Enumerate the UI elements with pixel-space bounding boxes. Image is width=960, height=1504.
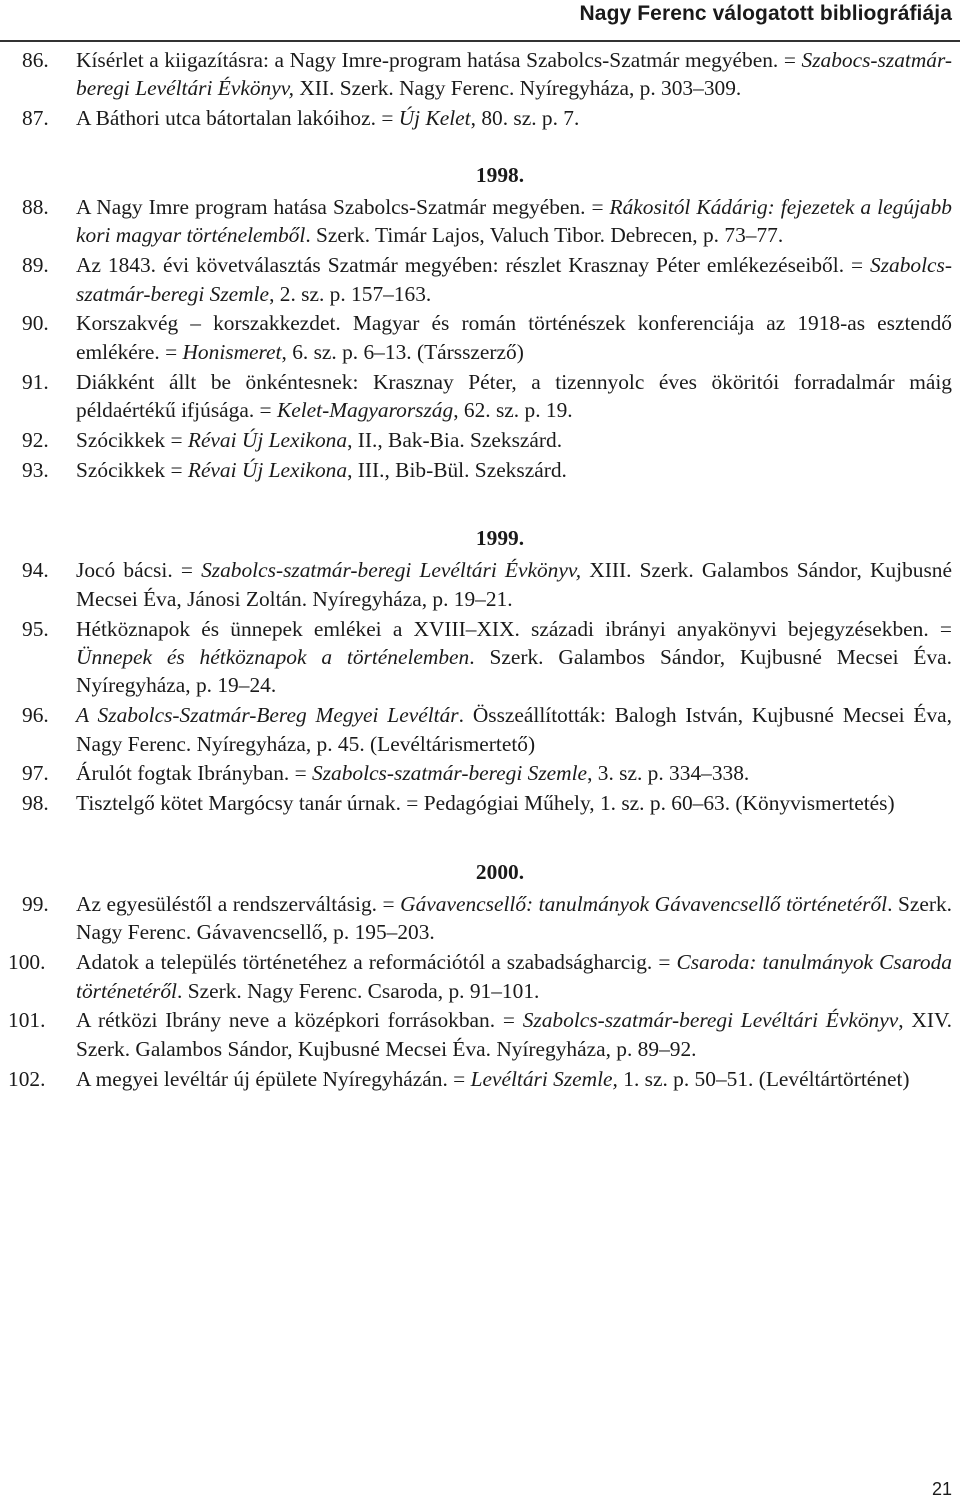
entry-text-run: Korszakvég – korszakkezdet. Magyar és román történészek konferenciája az 1918-as esztendő emlékére. = xyxy=(76,311,952,364)
entry-text xyxy=(74,556,960,613)
entry-text-run: Jocó bácsi. = xyxy=(76,558,202,583)
entry-text-run: XIII. Szerk. Galambos Sándor, Kujbusné Mecsei Éva, Jánosi Zoltán. Nyíregyháza, p. 19–21. xyxy=(76,558,952,611)
entry-title-italic: Szabolcs-szatmár-beregi Levéltári Évkönyv xyxy=(522,1008,899,1033)
entry-title-italic: Gávavencsellő: tanulmányok Gávavencsellő történetéről xyxy=(400,892,888,917)
bibliography-entry xyxy=(0,556,960,613)
entry-text-run: , 2. sz. p. 157–163. xyxy=(269,281,432,306)
entry-text xyxy=(74,368,960,425)
header-rule xyxy=(0,40,960,42)
entry-text-run: XII. Szerk. Nagy Ferenc. Nyíregyháza, p. 303–309. xyxy=(293,76,742,101)
entry-number xyxy=(0,193,74,221)
entry-text-run: Hétköznapok és ünnepek emlékei a XVIII–XIX. századi ibrányi anyakönyvi bejegyzésekben. = xyxy=(76,616,952,641)
year-heading: 2000. xyxy=(475,859,525,884)
entry-title-italic: Szabolcs-szatmár-beregi Szemle xyxy=(76,253,952,306)
entry-number-text: 88. xyxy=(22,195,49,220)
entry-text xyxy=(74,456,960,484)
entry-text-run: Diákként állt be önkéntesnek: Krasznay Péter, a tizennyolc éves ököritói forradalmár máig példaértékű ifjúsága. = xyxy=(76,369,952,423)
bibliography-entry xyxy=(0,948,960,1005)
bibliography-entry xyxy=(0,789,960,817)
entry-number xyxy=(0,789,74,817)
entry-number-text: 94. xyxy=(22,558,49,583)
entry-number xyxy=(0,456,74,484)
entry-title-italic: A Szabolcs-Szatmár-Bereg Megyei Levéltár xyxy=(76,703,459,728)
year-heading: 1999. xyxy=(475,526,525,551)
bibliography-entry xyxy=(0,368,960,425)
bibliography-body xyxy=(0,46,960,1094)
entry-number xyxy=(0,1065,74,1093)
entry-title-italic: Honismeret xyxy=(182,339,282,364)
entry-number-text: 102. xyxy=(8,1066,46,1091)
entry-title-italic: Révai Új Lexikona xyxy=(187,457,348,482)
entry-text-run: A megyei levéltár új épülete Nyíregyházán. = xyxy=(76,1066,471,1091)
entry-text-run: , 6. sz. p. 6–13. (Társszerző) xyxy=(281,339,524,364)
entry-number-text: 90. xyxy=(22,311,49,336)
entry-title-italic: Szabolcs-szatmár-beregi Levéltári Évkönyv, xyxy=(201,558,582,583)
bibliography-entry xyxy=(0,456,960,484)
entry-number-text: 91. xyxy=(22,369,49,394)
entry-number-text: 98. xyxy=(22,791,49,816)
entry-text xyxy=(74,1065,960,1093)
entry-text-run: . Szerk. Timár Lajos, Valuch Tibor. Debrecen, p. 73–77. xyxy=(305,223,784,248)
bibliography-entry xyxy=(0,426,960,454)
running-head-title: Nagy Ferenc válogatott bibliográfiája xyxy=(579,2,952,25)
entry-number xyxy=(0,615,74,643)
entry-title-italic: Új Kelet xyxy=(398,106,471,131)
entry-text-run: , XIV. Szerk. Galambos Sándor, Kujbusné Mecsei Éva. Nyíregyháza, p. 89–92. xyxy=(76,1008,952,1061)
entry-number xyxy=(0,1006,74,1034)
bibliography-entry xyxy=(0,1006,960,1063)
entry-text xyxy=(74,615,960,700)
entry-text xyxy=(74,251,960,308)
entry-number xyxy=(0,426,74,454)
bibliography-entry xyxy=(0,1065,960,1093)
entry-text xyxy=(74,759,960,787)
bibliography-entry xyxy=(0,890,960,947)
entry-text xyxy=(74,193,960,250)
page-number: 21 xyxy=(931,1479,952,1499)
entry-text-run: Az 1843. évi követválasztás Szatmár megyében: részlet Krasznay Péter emlékezéseiből. = xyxy=(76,253,870,278)
entry-number-text: 87. xyxy=(22,106,49,131)
entry-number xyxy=(0,948,74,976)
entry-number-text: 100. xyxy=(8,950,46,975)
entry-title-italic: Ünnepek és hétköznapok a történelemben xyxy=(76,645,470,670)
entry-number xyxy=(0,46,74,74)
entry-text-run: . Szerk. Galambos Sándor, Kujbusné Mecsei Éva. Nyíregyháza, p. 19–24. xyxy=(76,645,953,698)
entry-text xyxy=(74,46,960,103)
entry-text-run: . Szerk. Nagy Ferenc. Gávavencsellő, p. 195–203. xyxy=(76,892,953,945)
entry-text-run: Az egyesüléstől a rendszerváltásig. = xyxy=(76,892,401,917)
entry-number-text: 101. xyxy=(8,1008,46,1033)
entry-number xyxy=(0,890,74,918)
entry-text xyxy=(74,789,960,817)
entry-text-run: Árulót fogtak Ibrányban. = xyxy=(76,761,313,786)
bibliography-entry xyxy=(0,309,960,366)
entry-text xyxy=(74,309,960,366)
entry-title-italic: Csaroda: tanulmányok Csaroda történetéről xyxy=(76,950,953,1003)
bibliography-entry xyxy=(0,251,960,308)
bibliography-entry xyxy=(0,104,960,132)
entry-title-italic: Levéltári Szemle, xyxy=(470,1066,618,1091)
entry-title-italic: Révai Új Lexikona xyxy=(187,427,348,452)
entry-number-text: 89. xyxy=(22,253,49,278)
entry-text-run: , 62. sz. p. 19. xyxy=(453,398,573,423)
entry-number-text: 99. xyxy=(22,892,49,917)
entry-number-text: 96. xyxy=(22,703,49,728)
entry-text-run: A rétközi Ibrány neve a középkori forrásokban. = xyxy=(76,1008,523,1033)
bibliography-entry xyxy=(0,46,960,103)
entry-text-run: Kísérlet a kiigazításra: a Nagy Imre-program hatása Szabolcs-Szatmár megyében. = xyxy=(76,48,802,72)
entry-text xyxy=(74,104,960,132)
entry-number xyxy=(0,759,74,787)
bibliography-entry xyxy=(0,615,960,700)
bibliography-entry xyxy=(0,759,960,787)
bibliography-entry xyxy=(0,193,960,250)
entry-title-italic: Szabocs-szatmár-beregi Levéltári Évkönyv, xyxy=(76,48,952,101)
entry-text xyxy=(74,890,960,947)
year-heading: 1998. xyxy=(475,162,525,187)
entry-text-run: Tisztelgő kötet Margócsy tanár úrnak. = Pedagógiai Műhely, 1. sz. p. 60–63. (Könyvismertetés) xyxy=(76,791,895,816)
entry-title-italic: Kelet-Magyarország xyxy=(276,398,454,423)
entry-title-italic: Szabolcs-szatmár-beregi Szemle xyxy=(312,761,588,786)
entry-text xyxy=(74,948,960,1005)
entry-text xyxy=(74,701,960,758)
entry-text-run: , II., Bak-Bia. Szekszárd. xyxy=(347,427,563,452)
entry-number-text: 95. xyxy=(22,616,49,641)
entry-number xyxy=(0,556,74,584)
entry-text-run: . Összeállították: Balogh István, Kujbusné Mecsei Éva, Nagy Ferenc. Nyíregyháza, p. 45. (Levéltárismertető) xyxy=(76,703,952,756)
bibliography-entry xyxy=(0,701,960,758)
entry-number xyxy=(0,251,74,279)
entry-text-run: Adatok a település történetéhez a reformációtól a szabadságharcig. = xyxy=(76,950,677,975)
entry-text-run: , 3. sz. p. 334–338. xyxy=(587,761,750,786)
entry-text-run: A Nagy Imre program hatása Szabolcs-Szatmár megyében. = xyxy=(76,195,610,220)
entry-number-text: 93. xyxy=(22,457,49,482)
entry-number xyxy=(0,309,74,337)
entry-number-text: 92. xyxy=(22,427,49,452)
entry-text-run: , III., Bib-Bül. Szekszárd. xyxy=(347,457,567,482)
entry-number xyxy=(0,104,74,132)
entry-text-run: A Báthori utca bátortalan lakóihoz. = xyxy=(76,106,399,131)
entry-number xyxy=(0,701,74,729)
entry-number xyxy=(0,368,74,396)
entry-text-run: , 80. sz. p. 7. xyxy=(470,106,580,131)
entry-text xyxy=(74,426,960,454)
entry-text-run: Szócikkek = xyxy=(76,457,188,482)
entry-number-text: 97. xyxy=(22,761,49,786)
entry-text-run: Szócikkek = xyxy=(76,427,188,452)
entry-text-run: 1. sz. p. 50–51. (Levéltártörténet) xyxy=(617,1066,910,1091)
entry-text xyxy=(74,1006,960,1063)
entry-title-italic: Rákositól Kádárig: fejezetek a legújabb kori magyar történelemből xyxy=(76,195,952,248)
entry-text-run: . Szerk. Nagy Ferenc. Csaroda, p. 91–101. xyxy=(177,978,540,1003)
entry-number-text: 86. xyxy=(22,48,49,72)
